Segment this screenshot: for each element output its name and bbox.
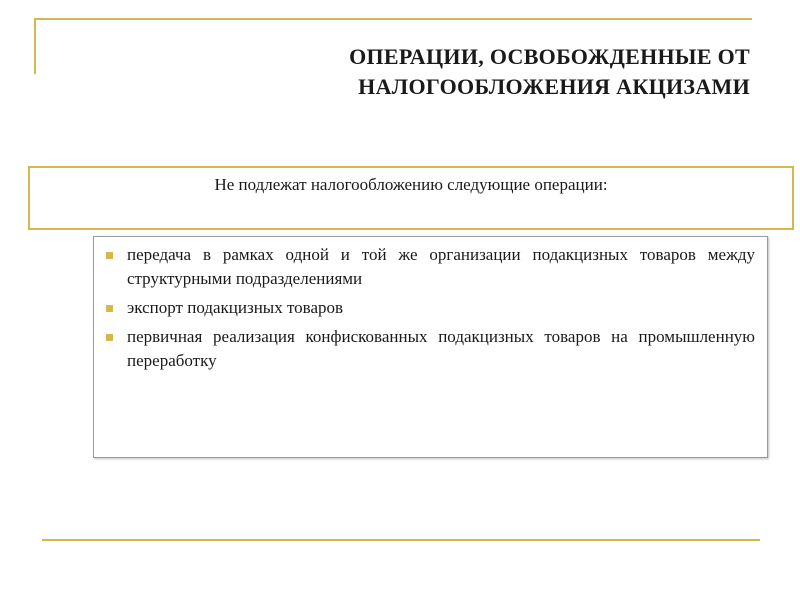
intro-text: Не подлежат налогообложению следующие операции: [214, 175, 608, 194]
list-item-text: экспорт подакцизных товаров [127, 298, 344, 317]
list-item-text: передача в рамках одной и той же организации подакцизных товаров между структурными подразделениями [127, 245, 755, 288]
list-item [104, 296, 755, 320]
decorative-top-line [34, 18, 752, 20]
operations-list [104, 243, 755, 373]
intro-box [28, 166, 794, 230]
decorative-bottom-line [42, 539, 760, 541]
square-bullet-icon [106, 252, 113, 259]
square-bullet-icon [106, 334, 113, 341]
slide-title-line-2: НАЛОГООБЛОЖЕНИЯ АКЦИЗАМИ [358, 74, 750, 99]
list-item [104, 325, 755, 373]
operations-list-box [93, 236, 768, 458]
list-item [104, 243, 755, 291]
list-item-text: первичная реализация конфискованных подакцизных товаров на промышленную переработку [127, 327, 755, 370]
decorative-left-line [34, 18, 36, 74]
square-bullet-icon [106, 305, 113, 312]
slide-title-line-1: ОПЕРАЦИИ, ОСВОБОЖДЕННЫЕ ОТ [349, 44, 750, 69]
slide-title [130, 42, 750, 102]
